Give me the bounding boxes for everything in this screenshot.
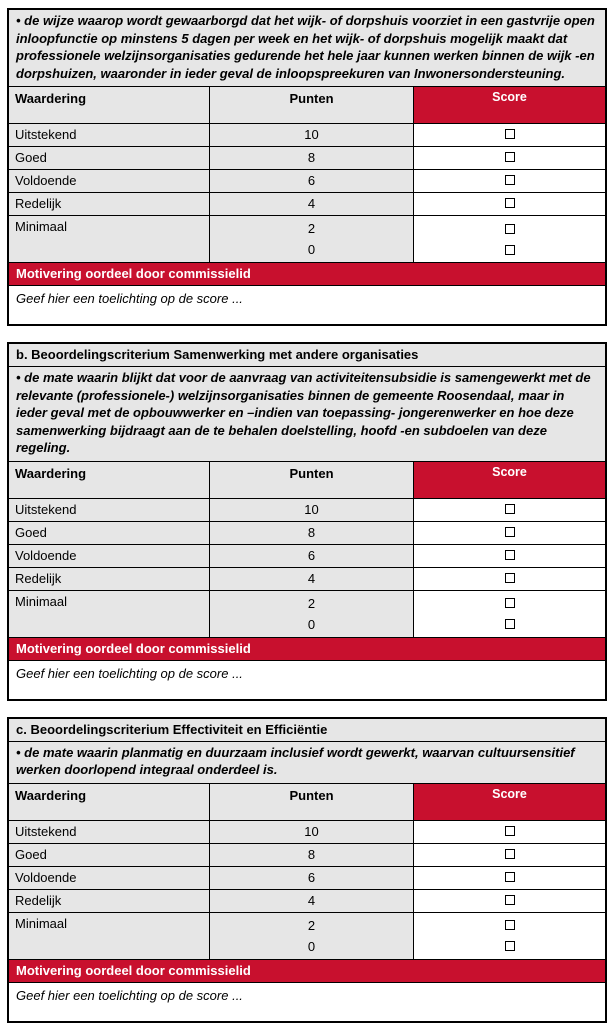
motivation-input-row	[9, 660, 605, 699]
rating-label: Redelijk	[9, 193, 209, 215]
points-value: 4	[209, 193, 414, 215]
rating-label: Minimaal	[9, 591, 209, 637]
column-header-score: Score	[414, 784, 605, 820]
criteria-text: • de wijze waarop wordt gewaarborgd dat het wijk- of dorpshuis voorziet in een gastvrije open inloopfunctie op minstens 5 dagen per week en het wijk- of dorpshuis mogelijk maakt dat professionele welzijnsorganisaties gedurende het hele jaar kunnen werken binnen de wijk -en dorpshuizen, waaronder in ieder geval de inloopspreekuren van Inwonersondersteuning.	[9, 10, 605, 86]
rating-row-redelijk	[9, 889, 605, 912]
rating-label: Minimaal	[9, 913, 209, 959]
section-title-row	[9, 719, 605, 741]
score-checkbox[interactable]	[505, 504, 515, 514]
rating-row-voldoende	[9, 866, 605, 889]
column-header-score: Score	[414, 87, 605, 123]
rating-row-voldoende	[9, 169, 605, 192]
score-cell	[414, 124, 605, 146]
score-checkbox[interactable]	[505, 245, 515, 255]
column-header-punten: Punten	[209, 462, 414, 498]
rating-row-uitstekend	[9, 498, 605, 521]
column-header-waardering: Waardering	[9, 784, 209, 820]
points-value: 2	[307, 595, 316, 611]
criteria-text: • de mate waarin planmatig en duurzaam inclusief wordt gewerkt, waarvan cultuursensitief werken doorlopend integraal onderdeel is.	[9, 742, 605, 783]
points-value: 4	[209, 568, 414, 590]
motivation-header: Motivering oordeel door commissielid	[9, 960, 605, 982]
points-value: 2	[307, 917, 316, 933]
motivation-header-row	[9, 959, 605, 982]
column-header-waardering: Waardering	[9, 462, 209, 498]
rating-label: Voldoende	[9, 867, 209, 889]
criteria-row	[9, 366, 605, 461]
rating-row-goed	[9, 843, 605, 866]
points-values	[209, 591, 414, 637]
criteria-row	[9, 10, 605, 86]
points-value: 10	[209, 821, 414, 843]
motivation-header: Motivering oordeel door commissielid	[9, 263, 605, 285]
score-checkbox[interactable]	[505, 849, 515, 859]
rating-label: Goed	[9, 522, 209, 544]
score-checkbox[interactable]	[505, 619, 515, 629]
rating-row-voldoende	[9, 544, 605, 567]
score-checkbox[interactable]	[505, 198, 515, 208]
score-checkbox[interactable]	[505, 920, 515, 930]
rating-label: Voldoende	[9, 545, 209, 567]
points-value: 2	[307, 221, 316, 236]
motivation-input-row	[9, 982, 605, 1021]
motivation-input[interactable]: Geef hier een toelichting op de score ...	[9, 983, 605, 1021]
points-value: 10	[209, 124, 414, 146]
points-value: 8	[209, 147, 414, 169]
points-values	[209, 216, 414, 262]
rating-label: Redelijk	[9, 568, 209, 590]
section-title-row	[9, 344, 605, 366]
criterium-table-c	[7, 717, 607, 1023]
score-cell	[414, 499, 605, 521]
column-header-punten: Punten	[209, 784, 414, 820]
points-value: 6	[209, 867, 414, 889]
score-cell	[414, 821, 605, 843]
rating-row-uitstekend	[9, 123, 605, 146]
table-header-row	[9, 86, 605, 123]
motivation-header-row	[9, 637, 605, 660]
rating-row-redelijk	[9, 192, 605, 215]
score-cell	[414, 545, 605, 567]
rating-label: Minimaal	[9, 216, 209, 262]
score-cell	[414, 216, 605, 262]
score-cell	[414, 890, 605, 912]
motivation-input[interactable]: Geef hier een toelichting op de score ...	[9, 661, 605, 699]
score-checkbox[interactable]	[505, 550, 515, 560]
rating-row-goed	[9, 146, 605, 169]
points-value: 8	[209, 522, 414, 544]
score-cell	[414, 147, 605, 169]
column-header-score: Score	[414, 462, 605, 498]
rating-row-redelijk	[9, 567, 605, 590]
score-cell	[414, 591, 605, 637]
points-values	[209, 913, 414, 959]
score-checkbox[interactable]	[505, 895, 515, 905]
motivation-header: Motivering oordeel door commissielid	[9, 638, 605, 660]
rating-label: Goed	[9, 147, 209, 169]
rating-row-minimaal	[9, 912, 605, 959]
criterium-table-b	[7, 342, 607, 701]
motivation-input-row	[9, 285, 605, 324]
points-value: 4	[209, 890, 414, 912]
score-cell	[414, 844, 605, 866]
score-cell	[414, 170, 605, 192]
score-checkbox[interactable]	[505, 152, 515, 162]
rating-row-goed	[9, 521, 605, 544]
score-checkbox[interactable]	[505, 527, 515, 537]
points-value: 6	[209, 170, 414, 192]
rating-label: Redelijk	[9, 890, 209, 912]
score-checkbox[interactable]	[505, 129, 515, 139]
score-checkbox[interactable]	[505, 175, 515, 185]
table-header-row	[9, 783, 605, 820]
rating-label: Uitstekend	[9, 124, 209, 146]
criteria-row	[9, 741, 605, 783]
points-value: 6	[209, 545, 414, 567]
score-cell	[414, 867, 605, 889]
points-value: 10	[209, 499, 414, 521]
points-value: 0	[307, 616, 316, 632]
points-value: 8	[209, 844, 414, 866]
section-title: c. Beoordelingscriterium Effectiviteit en Efficiëntie	[9, 719, 605, 741]
rating-row-minimaal	[9, 215, 605, 262]
score-checkbox[interactable]	[505, 573, 515, 583]
column-header-punten: Punten	[209, 87, 414, 123]
criterium-table-a	[7, 8, 607, 326]
rating-label: Uitstekend	[9, 499, 209, 521]
score-checkbox[interactable]	[505, 826, 515, 836]
rating-row-minimaal	[9, 590, 605, 637]
rating-label: Voldoende	[9, 170, 209, 192]
score-cell	[414, 522, 605, 544]
points-value: 0	[307, 938, 316, 954]
score-checkbox[interactable]	[505, 872, 515, 882]
rating-label: Goed	[9, 844, 209, 866]
score-cell	[414, 193, 605, 215]
points-value: 0	[307, 242, 316, 257]
score-checkbox[interactable]	[505, 224, 515, 234]
table-header-row	[9, 461, 605, 498]
score-checkbox[interactable]	[505, 598, 515, 608]
score-checkbox[interactable]	[505, 941, 515, 951]
rating-row-uitstekend	[9, 820, 605, 843]
score-cell	[414, 913, 605, 959]
rating-label: Uitstekend	[9, 821, 209, 843]
criteria-text: • de mate waarin blijkt dat voor de aanvraag van activiteitensubsidie is samengewerkt met de relevante (professionele-) welzijnsorganisaties binnen de gemeente Roosendaal, maar in ieder geval met de opbouwwerker en –indien van toepassing- jongerenwerker en hoe deze samenwerking bijdraagt aan de te behalen doelstelling, hoofd -en subdoelen van deze regeling.	[9, 367, 605, 461]
score-cell	[414, 568, 605, 590]
section-title: b. Beoordelingscriterium Samenwerking met andere organisaties	[9, 344, 605, 366]
column-header-waardering: Waardering	[9, 87, 209, 123]
motivation-header-row	[9, 262, 605, 285]
motivation-input[interactable]: Geef hier een toelichting op de score ...	[9, 286, 605, 324]
